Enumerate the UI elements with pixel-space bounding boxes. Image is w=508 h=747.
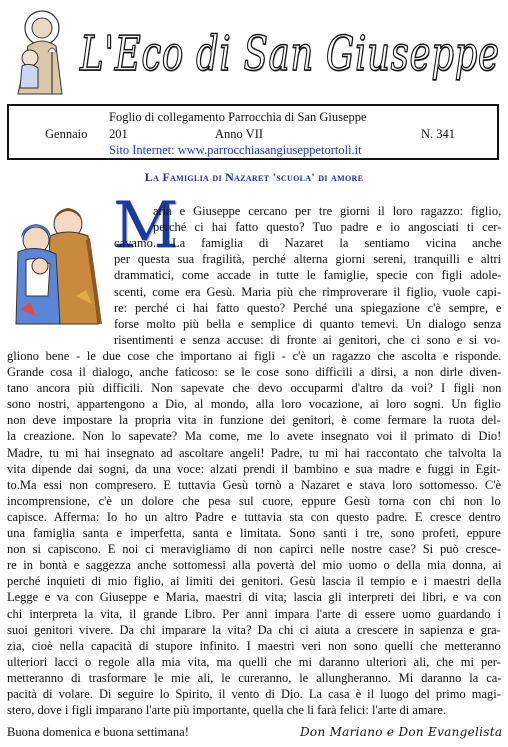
body-line: re: perché ci hai fatto questo? Perché una spiegazione c'è sempre, e xyxy=(114,300,502,315)
body-line: ulteriori lacci o regole alla mia vita, ma quelli che mi daranno ulteriori ali, che mi per- xyxy=(7,654,501,669)
body-line: vita dipende dai sogni, da una voce: alzati prendi il bambino e sua madre e fuggi in Egit- xyxy=(7,461,501,476)
body-line: sono nostri, appartengono a Dio, al mondo, alla loro vocazione, ai loro sogni. Un figlio xyxy=(7,397,501,412)
parish-line: Foglio di collegamento Parrocchia di San Giuseppe xyxy=(109,110,367,124)
issue-month: Gennaio xyxy=(45,127,88,141)
body-line: la creazione. Non lo sapevate? Ma come, me lo avete insegnato voi il primato di Dio! xyxy=(7,429,502,444)
website-link[interactable]: Sito Internet: www.parrocchiasangiuseppetortoli.it xyxy=(109,143,362,157)
masthead-title: L'Eco di San Giuseppe xyxy=(80,26,500,82)
body-line: scenti, come era Gesù. Maria più che rimproverare il figlio, vuole capi- xyxy=(114,284,502,299)
body-line: drammatici, come accade in tutte le famiglie, specie con figli adole- xyxy=(114,268,502,283)
body-line: suoi genitori vivere. Da chi imparare la vita? Da chi ci aiuta a crescere in sapienza e gra- xyxy=(7,622,501,637)
holy-family-icon xyxy=(6,200,110,328)
body-line: tano ancora più difficili. Non sapevate che devo occuparmi d'altro da voi? I figli non xyxy=(7,381,502,396)
footer-signature: Don Mariano e Don Evangelista xyxy=(300,725,503,739)
body-line: incomprensione, c'è un dolore che pesa sul cuore, eppure Gesù torna con chi non lo xyxy=(7,493,501,508)
body-line: cavamo. La famiglia di Nazaret la sentiamo vicina anche xyxy=(114,236,502,251)
holy-family-illustration xyxy=(6,200,110,328)
body-line: stero, dove i figli imparano l'arte più importante, quella che li farà felici: l'arte di amare. xyxy=(7,703,447,718)
body-line: zia, cioè nella capacità di stupore infinito. I maestri veri non sono quelli che metteranno xyxy=(7,638,501,653)
saint-joseph-logo xyxy=(8,6,70,98)
article-title: La Famiglia di Nazaret 'scuola' di amore xyxy=(144,170,364,184)
issue-year: 201 xyxy=(109,127,128,141)
body-line: una famiglia santa e imperfetta, santa e limitata. Sono santi i tre, sono profeti, eppure xyxy=(7,526,501,540)
body-line: Madre, tu mi hai insegnato ad ascoltare angeli! Padre, tu mi hai raccontato che talvolta la xyxy=(7,445,502,460)
body-line: per questa sua fragilità, perché alterna giorni sereni, tranquilli e altri xyxy=(114,252,502,267)
body-line: Legge e va con Giuseppe e Maria, maestri di vita; lascia gli interpreti dei libri, e va con xyxy=(7,590,502,605)
body-line: Grande cosa il dialogo, anche faticoso: se le cose sono difficili a dirsi, a non dirle diven- xyxy=(7,365,502,379)
body-line: aria e Giuseppe cercano per tre giorni il loro ragazzo: figlio, xyxy=(153,204,502,218)
body-line: re in bontà e saggezza anche sottomessi alla povertà del mio uomo o della mia donna, ai xyxy=(7,558,502,573)
body-line: non deve impostare la propria vita in funzione dei genitori, è come fermare la ruota del- xyxy=(7,413,501,428)
footer-greeting: Buona domenica e buona settimana! xyxy=(7,725,189,739)
body-line: capisce. Afferma: Io ho un altro Padre e tuttavia sta con questo padre. E cresce dentro xyxy=(7,509,501,524)
body-line: gliono bene - le due cose che importano ai figli - c'è un ragazzo che ascolta e risponde. xyxy=(7,348,502,363)
body-line: to.Ma essi non compresero. E tuttavia Gesù tornò a Nazaret e stava loro sottomesso. C'è xyxy=(7,477,502,492)
body-line: perché inquieti di mio figlio, ai limiti dei genitori. Gesù lascia il tempio e i maestri della xyxy=(7,574,502,589)
body-line: non si capiscono. E noi ci meravigliamo di non capirci nelle nostre case? Si può cresce- xyxy=(7,542,501,557)
issue-anno: Anno VII xyxy=(215,127,264,141)
body-line: risentimenti e senza accuse: di fronte ai genitori, che ci sono e si vo- xyxy=(114,332,501,347)
body-line: metteranno di trasformare le mie ali, le cureranno, le allungheranno. Mi daranno la ca- xyxy=(7,670,502,685)
body-line: forse molto più bella e semplice di quanto temevi. Un dialogo senza xyxy=(114,316,502,331)
info-box xyxy=(7,104,499,160)
issue-number: N. 341 xyxy=(421,127,456,141)
body-line: chi interpreta la vita, il grande Libro. Per anni impara l'arte di essere uomo guardando i xyxy=(7,606,502,621)
body-line: pacità di volare. Di seguire lo Spirito, il vento di Dio. La casa è il luogo del primo magi- xyxy=(7,687,501,701)
body-line: perché ci hai fatto questo? Tuo padre e io angosciati ti cer- xyxy=(153,220,502,235)
saint-joseph-with-child-icon xyxy=(8,6,70,98)
drop-cap: M xyxy=(113,189,179,263)
